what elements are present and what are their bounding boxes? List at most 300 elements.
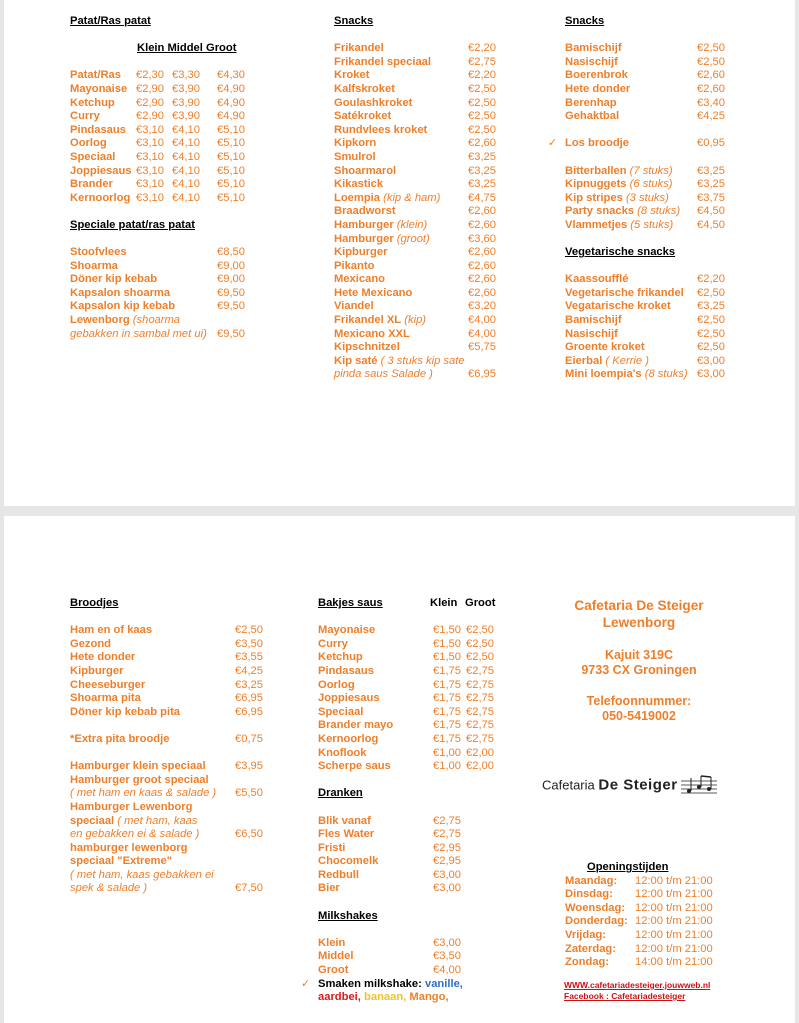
menu-item (334, 205, 504, 219)
item-price: €3,75 (697, 191, 725, 204)
price-groot: €2,75 (466, 678, 494, 691)
item-name: Kaassoufflé (565, 273, 629, 286)
broodjes-section (70, 597, 270, 896)
menu-item (70, 624, 270, 638)
item-note: (kip & ham) (383, 191, 441, 204)
item-name: Groot (318, 964, 349, 977)
item-price: €2,95 (433, 841, 461, 854)
item-price: €4,25 (235, 664, 263, 677)
item-name: Goulashkroket (334, 96, 413, 109)
item-price: €3,25 (697, 178, 725, 191)
menu-item (318, 651, 518, 665)
menu-item: hamburger lewenborg (70, 841, 188, 854)
item-price: €2,50 (697, 327, 725, 340)
menu-item (334, 300, 504, 314)
price-groot: €2,50 (466, 651, 494, 664)
price-klein: €1,75 (433, 664, 461, 677)
opening-row (565, 875, 735, 889)
shop-name: Cafetaria De Steiger (574, 598, 704, 613)
item-name: Bamischijf (565, 314, 622, 327)
item-name: Hete donder (565, 82, 631, 95)
menu-item: en gebakken ei & salade ) €6,50 (70, 828, 263, 841)
menu-item (565, 192, 735, 206)
item-name: Frikandel speciaal (334, 55, 432, 68)
menu-item (70, 110, 270, 124)
item-name: Scherpe saus (318, 760, 391, 773)
item-name: Mayonaise (70, 82, 128, 95)
item-name: Gehaktbal (565, 110, 620, 123)
menu-item (70, 151, 270, 165)
item-name: Fristi (318, 841, 346, 854)
item-price: €2,75 (468, 55, 496, 68)
menu-item (318, 937, 518, 951)
item-price: €2,50 (697, 42, 725, 55)
menu-item: speciaal "Extreme" (70, 855, 173, 868)
section-title-bakjes: Bakjes saus (318, 597, 383, 609)
links (564, 980, 710, 1002)
opening-hours (565, 861, 735, 970)
menu-item (318, 747, 518, 761)
menu-item: ( met ham en kaas & salade ) €5,50 (70, 787, 263, 800)
item-price: €2,50 (468, 96, 496, 109)
menu-item (318, 692, 518, 706)
menu-item (565, 341, 735, 355)
item-name: Curry (70, 110, 100, 123)
menu-item (318, 950, 518, 964)
item-name: Oorlog (70, 137, 107, 150)
menu-item (334, 341, 504, 355)
item-price: €5,75 (468, 341, 496, 354)
item-note: (6 stuks) (629, 178, 673, 191)
item-name: Speciaal (318, 705, 364, 718)
menu-item: Lewenborg (shoarma (70, 314, 181, 327)
item-name: Vegatarische kroket (565, 300, 671, 313)
item-price: €2,60 (697, 82, 725, 95)
item-name: Chocomelk (318, 855, 379, 868)
menu-item: gebakken in sambal met ui) €9,50 (70, 327, 245, 340)
item-name: Pindasaus (318, 664, 374, 677)
price-klein: €1,50 (433, 624, 461, 637)
price-groot: €5,10 (217, 164, 245, 177)
item-name: Stoofvlees (70, 246, 127, 259)
phone-number[interactable]: 050-5419002 (602, 709, 676, 723)
day-hours: 12:00 t/m 21:00 (635, 915, 713, 928)
item-name: Nasischijf (565, 55, 618, 68)
price-middel: €3,90 (172, 82, 200, 95)
price-klein: €1,50 (433, 651, 461, 664)
item-price: €2,50 (697, 286, 725, 299)
item-price: €3,50 (433, 950, 461, 963)
item-price: €4,00 (468, 327, 496, 340)
menu-item (70, 692, 270, 706)
menu-item (565, 287, 735, 301)
item-price: €2,75 (433, 828, 461, 841)
day-label: Zondag: (565, 956, 610, 969)
item-name: Mexicano (334, 273, 385, 286)
price-klein: €3,10 (136, 123, 164, 136)
menu-item (318, 815, 518, 829)
item-note: ( Kerrie ) (605, 354, 649, 367)
item-price: €2,60 (468, 205, 496, 218)
section-title-speciale: Speciale patat/ras patat (70, 218, 195, 231)
item-name: Döner kip kebab pita (70, 705, 181, 718)
menu-item (318, 869, 518, 883)
item-name: Brander (70, 178, 113, 191)
menu-item (318, 842, 518, 856)
menu-item (565, 300, 735, 314)
day-label: Zaterdag: (565, 942, 616, 955)
website-link[interactable]: WWW.cafetariadesteiger.jouwweb.nl (564, 980, 711, 990)
item-price: €4,50 (697, 218, 725, 231)
item-price: €2,50 (468, 82, 496, 95)
item-price: €8,50 (217, 246, 245, 259)
menu-item (334, 42, 504, 56)
item-name: Kip stripes (565, 191, 623, 204)
item-price: €2,50 (697, 55, 725, 68)
item-price: €3,60 (468, 232, 496, 245)
price-middel: €4,10 (172, 191, 200, 204)
address-line-2: 9733 CX Groningen (581, 663, 697, 677)
price-klein: €1,75 (433, 732, 461, 745)
item-name: Mayonaise (318, 624, 376, 637)
address-line-1: Kajuit 319C (604, 648, 674, 662)
item-name: Middel (318, 950, 354, 963)
item-name: Rundvlees kroket (334, 123, 428, 136)
item-name: Berenhap (565, 96, 617, 109)
menu-item (70, 69, 270, 83)
item-price: €2,50 (468, 110, 496, 123)
section-title-snacks: Snacks (565, 15, 605, 27)
menu-item: speciaal ( met ham, kaas (70, 814, 198, 827)
facebook-link[interactable]: Facebook : Cafetariadesteiger (564, 991, 686, 1001)
item-name: Braadworst (334, 205, 396, 218)
item-price: €6,95 (235, 705, 263, 718)
item-name: Knoflook (318, 746, 367, 759)
price-groot: €4,90 (217, 82, 245, 95)
day-hours: 12:00 t/m 21:00 (635, 874, 713, 887)
menu-item (334, 219, 504, 233)
item-note: (8 stuks) (644, 368, 688, 381)
item-name: Fles Water (318, 828, 375, 841)
price-klein: €1,00 (433, 760, 461, 773)
item-name: Bitterballen (565, 164, 627, 177)
menu-item (318, 733, 518, 747)
item-price: €2,60 (468, 246, 496, 259)
menu-page-2 (4, 516, 795, 1023)
item-price: €4,00 (433, 964, 461, 977)
item-note: (groot) (396, 232, 430, 245)
item-price: €4,00 (468, 314, 496, 327)
day-label: Donderdag: (565, 915, 628, 928)
item-price: €2,60 (468, 259, 496, 272)
price-klein: €1,75 (433, 678, 461, 691)
phone-label: Telefoonnummer: (586, 694, 692, 708)
milkshake-flavors: ✓ Smaken milkshake: vanille, (301, 977, 463, 990)
menu-item (334, 151, 504, 165)
item-name: Joppiesaus (70, 164, 132, 177)
price-klein: €2,90 (136, 96, 164, 109)
item-price: €2,20 (697, 273, 725, 286)
menu-item (334, 260, 504, 274)
menu-item (70, 665, 270, 679)
opening-row (565, 929, 735, 943)
item-name: Curry (318, 637, 348, 650)
section-title-milkshakes: Milkshakes (318, 909, 378, 922)
menu-item (70, 124, 270, 138)
item-name: Hete Mexicano (334, 286, 413, 299)
item-name: Bier (318, 882, 340, 895)
opening-row (565, 943, 735, 957)
menu-item: Kip saté ( 3 stuks kip sate (334, 354, 465, 367)
menu-item (565, 273, 735, 287)
item-note: (kip) (404, 314, 427, 327)
item-price: €2,60 (468, 218, 496, 231)
price-groot: €4,90 (217, 96, 245, 109)
logo: Cafetaria De Steiger (542, 775, 717, 797)
menu-item (334, 137, 504, 151)
item-name: Kipburger (334, 246, 388, 259)
menu-item (70, 651, 270, 665)
menu-item (334, 246, 504, 260)
item-price: €3,00 (697, 368, 725, 381)
menu-item (565, 328, 735, 342)
item-name: Frikandel (334, 42, 384, 55)
item-name: Blik vanaf (318, 814, 371, 827)
item-name: Bamischijf (565, 42, 622, 55)
item-name: Mini loempia's (565, 368, 642, 381)
menu-item (565, 205, 735, 219)
item-note: (5 stuks) (630, 218, 674, 231)
item-price: €2,60 (468, 137, 496, 150)
item-name: Ketchup (318, 651, 363, 664)
item-note: (klein) (396, 218, 428, 231)
price-klein: €3,10 (136, 137, 164, 150)
item-price: €2,20 (468, 42, 496, 55)
check-icon: ✓ (548, 137, 558, 150)
menu-item (318, 665, 518, 679)
menu-item (318, 624, 518, 638)
item-name: Ham en of kaas (70, 624, 153, 637)
menu-item (70, 165, 270, 179)
item-name: Kapsalon kip kebab (70, 300, 176, 313)
menu-item (318, 706, 518, 720)
menu-item (334, 69, 504, 83)
item-name: Gezond (70, 637, 112, 650)
item-price: €3,25 (468, 178, 496, 191)
item-price: €2,50 (697, 341, 725, 354)
item-name: Boerenbrok (565, 69, 628, 82)
menu-item (318, 855, 518, 869)
item-name: Oorlog (318, 678, 355, 691)
item-price: €9,00 (217, 273, 245, 286)
price-groot: €2,50 (466, 624, 494, 637)
day-hours: 12:00 t/m 21:00 (635, 942, 713, 955)
item-price: €3,25 (697, 300, 725, 313)
item-price: €3,25 (468, 164, 496, 177)
item-price: €2,60 (697, 69, 725, 82)
menu-page-1 (4, 0, 795, 506)
item-name: Party snacks (565, 205, 635, 218)
menu-item (318, 882, 518, 896)
price-middel: €3,90 (172, 110, 200, 123)
menu-item (334, 233, 504, 247)
menu-item (334, 97, 504, 111)
menu-item: Hamburger groot speciaal (70, 773, 209, 786)
item-price: €3,00 (433, 868, 461, 881)
item-name: Shoarma pita (70, 692, 141, 705)
day-hours: 12:00 t/m 21:00 (635, 928, 713, 941)
menu-item (70, 192, 270, 206)
item-name: Patat/Ras (70, 69, 121, 82)
price-groot: €5,10 (217, 123, 245, 136)
item-name: Shoarmarol (334, 164, 397, 177)
price-groot: €2,50 (466, 637, 494, 650)
info-section (539, 597, 739, 724)
price-klein: €1,00 (433, 746, 461, 759)
price-groot: €2,75 (466, 664, 494, 677)
menu-item (565, 314, 735, 328)
item-price: €2,60 (468, 286, 496, 299)
item-price: €2,60 (468, 273, 496, 286)
menu-item (334, 56, 504, 70)
item-price: €3,40 (697, 96, 725, 109)
menu-item (70, 246, 270, 260)
menu-item (565, 178, 735, 192)
menu-item (334, 124, 504, 138)
menu-item: ( met ham, kaas gebakken ei (70, 868, 214, 881)
day-hours: 12:00 t/m 21:00 (635, 888, 713, 901)
section-title-dranken: Dranken (318, 787, 363, 800)
item-name: Pikanto (334, 259, 375, 272)
menu-item (565, 368, 735, 382)
menu-item (565, 56, 735, 70)
price-klein: €3,10 (136, 164, 164, 177)
item-name: Groente kroket (565, 341, 645, 354)
menu-item: pinda saus Salade ) €6,95 (334, 368, 496, 381)
item-name: Mexicano XXL (334, 327, 410, 340)
item-price: €9,00 (217, 259, 245, 272)
menu-item (70, 300, 270, 314)
menu-item (565, 69, 735, 83)
item-price: €2,50 (235, 624, 263, 637)
price-klein: €3,10 (136, 178, 164, 191)
day-label: Vrijdag: (565, 928, 607, 941)
item-price: €4,50 (697, 205, 725, 218)
menu-item: spek & salade ) €7,50 (70, 882, 263, 895)
item-price: €3,55 (235, 651, 263, 664)
item-note: (3 stuks) (625, 191, 669, 204)
item-name: Kapsalon shoarma (70, 286, 171, 299)
menu-item (70, 178, 270, 192)
item-name: Vegetarische frikandel (565, 286, 684, 299)
item-price: €4,75 (468, 191, 496, 204)
price-groot: €2,75 (466, 719, 494, 732)
item-price: €3,00 (697, 354, 725, 367)
price-middel: €4,10 (172, 178, 200, 191)
snacks-section-1 (334, 15, 504, 382)
item-name: Nasischijf (565, 327, 618, 340)
price-klein: €2,30 (136, 69, 164, 82)
menu-item (334, 273, 504, 287)
price-groot: €5,10 (217, 191, 245, 204)
price-groot: €2,75 (466, 732, 494, 745)
size-header: Klein Middel Groot (137, 42, 237, 55)
menu-item (318, 638, 518, 652)
price-klein: €2,90 (136, 110, 164, 123)
price-groot: €4,30 (217, 69, 245, 82)
item-name: Vlammetjes (565, 218, 628, 231)
menu-item (334, 165, 504, 179)
price-middel: €4,10 (172, 123, 200, 136)
opening-row (565, 915, 735, 929)
price-groot: €2,75 (466, 705, 494, 718)
menu-item (70, 260, 270, 274)
price-groot: €2,00 (466, 760, 494, 773)
price-klein: €3,10 (136, 191, 164, 204)
menu-item (565, 165, 735, 179)
day-hours: 14:00 t/m 21:00 (635, 956, 713, 969)
item-price: €9,50 (217, 300, 245, 313)
item-name: Klein (318, 936, 346, 949)
item-name: Hete donder (70, 651, 136, 664)
section-title-opening: Openingstijden (587, 861, 669, 873)
item-name: Kernoorlog (70, 191, 131, 204)
item-name: Kalfskroket (334, 82, 395, 95)
menu-item: ✓ Los broodje €0,95 (548, 137, 725, 150)
menu-item (318, 828, 518, 842)
check-icon: ✓ (301, 977, 311, 990)
item-name: Kipburger (70, 664, 124, 677)
item-name: Kipkorn (334, 137, 377, 150)
item-name: Ketchup (70, 96, 115, 109)
menu-item (70, 83, 270, 97)
price-middel: €4,10 (172, 150, 200, 163)
sauces-drinks-section: Bakjes saus Klein Groot Mayonaise €1,50 €2,50 Curry €1,50 €2,50 Ketchup €1,50 €2,50 Pindasaus €1,75 €2,75 Oorlog €1,75 €2,75 Joppiesaus €1,75 €2,75 Speciaal €1,75 €2,75 Brander mayo €1,75 €2,75 Kernoorlog €1,75 €2,75 Knoflook €1,00 €2,00 Scherpe saus €1,00 €2,00 Dranken Blik vanaf €2,75 Fles Water €2,75 Fristi €2,95 Chocomelk €2,95 Redbull €3,00 Bier €3,00 Milkshakes Klein €3,00 Middel €3,50 Groot €4,00 ✓ Smaken milkshake: vanille, aardbei, banaan, Mango, (318, 597, 518, 1005)
menu-item (565, 83, 735, 97)
price-klein: €1,75 (433, 705, 461, 718)
opening-row (565, 956, 735, 970)
price-middel: €4,10 (172, 164, 200, 177)
item-name: Hamburger (334, 232, 394, 245)
item-name: Kipschnitzel (334, 341, 400, 354)
item-name: Joppiesaus (318, 692, 380, 705)
item-price: €4,25 (697, 110, 725, 123)
item-name: Döner kip kebab (70, 273, 158, 286)
price-middel: €4,10 (172, 137, 200, 150)
menu-item (318, 719, 518, 733)
item-price: €2,75 (433, 814, 461, 827)
item-price: €6,95 (235, 692, 263, 705)
menu-item (334, 110, 504, 124)
item-price: €9,50 (217, 286, 245, 299)
menu-item (334, 192, 504, 206)
menu-item (70, 273, 270, 287)
price-groot: €2,00 (466, 746, 494, 759)
item-name: Frikandel XL (334, 314, 402, 327)
opening-row (565, 888, 735, 902)
menu-item (334, 314, 504, 328)
menu-item (334, 287, 504, 301)
item-note: (7 stuks) (629, 164, 673, 177)
menu-item (70, 706, 270, 720)
menu-item (565, 219, 735, 233)
item-price: €3,20 (468, 300, 496, 313)
item-name: Brander mayo (318, 719, 394, 732)
menu-item (334, 328, 504, 342)
section-title-broodjes: Broodjes (70, 597, 119, 609)
opening-row (565, 902, 735, 916)
menu-item (70, 137, 270, 151)
